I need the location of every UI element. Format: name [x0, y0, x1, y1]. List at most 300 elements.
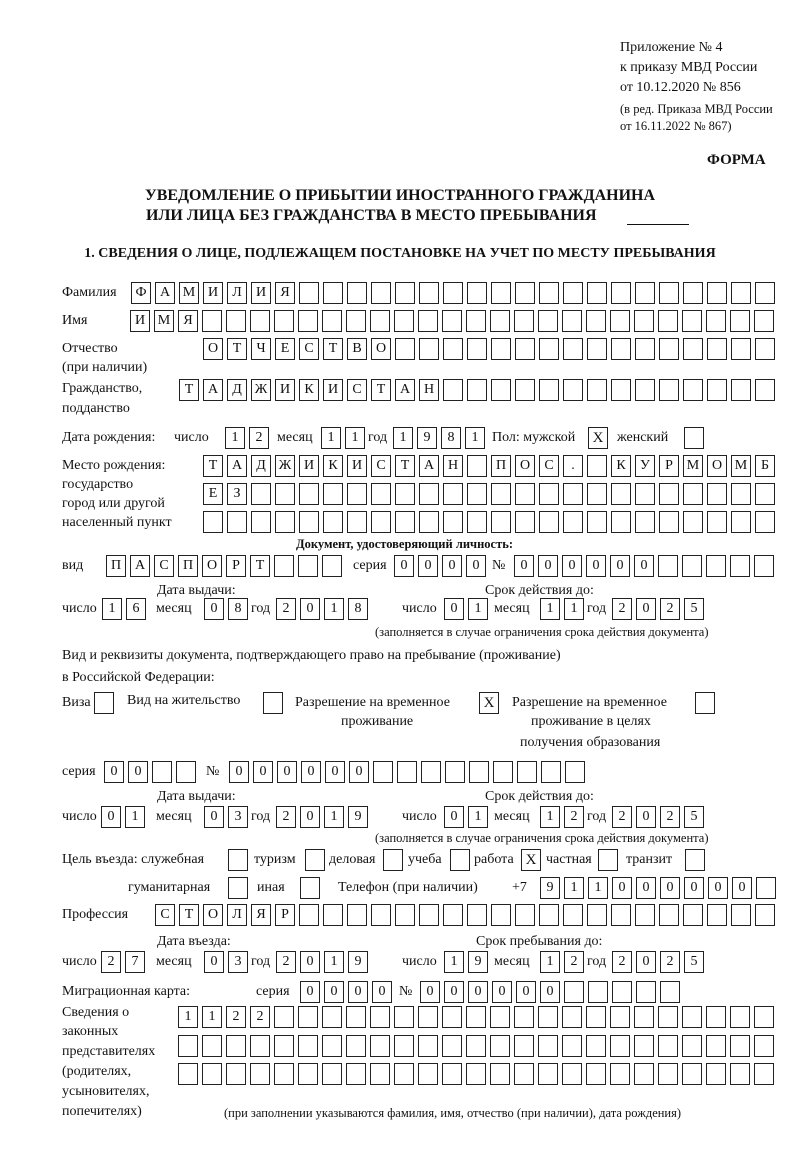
char-cell[interactable]: 9 — [468, 951, 488, 973]
char-cell[interactable]: 2 — [612, 806, 632, 828]
char-cell[interactable] — [634, 1035, 654, 1057]
char-cell[interactable] — [202, 310, 222, 332]
char-cell[interactable] — [587, 282, 607, 304]
char-cell[interactable] — [371, 483, 391, 505]
char-cell[interactable] — [298, 555, 318, 577]
char-cell[interactable] — [299, 282, 319, 304]
char-cell[interactable]: 2 — [276, 806, 296, 828]
char-cell[interactable]: 2 — [226, 1006, 246, 1028]
char-cell[interactable]: М — [683, 455, 703, 477]
char-cell[interactable]: О — [371, 338, 391, 360]
char-cell[interactable]: 0 — [101, 806, 121, 828]
char-cell[interactable] — [611, 282, 631, 304]
char-cell[interactable]: 1 — [393, 427, 413, 449]
char-cell[interactable]: 8 — [348, 598, 368, 620]
char-cell[interactable]: 0 — [634, 555, 654, 577]
char-cell[interactable]: Я — [178, 310, 198, 332]
char-cell[interactable] — [274, 555, 294, 577]
char-cell[interactable] — [538, 1006, 558, 1028]
char-cell[interactable]: Ж — [251, 379, 271, 401]
char-cell[interactable] — [611, 904, 631, 926]
char-cell[interactable] — [442, 1063, 462, 1085]
char-cell[interactable]: 0 — [540, 981, 560, 1003]
char-cell[interactable]: А — [395, 379, 415, 401]
char-cell[interactable]: 2 — [564, 951, 584, 973]
doc-number-field[interactable] — [514, 555, 778, 577]
char-cell[interactable]: О — [203, 904, 223, 926]
temporary-residence-checkbox[interactable]: X — [479, 692, 499, 714]
char-cell[interactable] — [467, 904, 487, 926]
char-cell[interactable]: И — [323, 379, 343, 401]
char-cell[interactable] — [659, 282, 679, 304]
char-cell[interactable]: У — [635, 455, 655, 477]
char-cell[interactable] — [419, 338, 439, 360]
char-cell[interactable] — [395, 338, 415, 360]
purpose-other-checkbox[interactable] — [300, 877, 320, 899]
char-cell[interactable] — [658, 1063, 678, 1085]
char-cell[interactable] — [274, 1006, 294, 1028]
char-cell[interactable]: Р — [226, 555, 246, 577]
entry-year-field[interactable] — [276, 951, 372, 973]
char-cell[interactable] — [754, 1006, 774, 1028]
char-cell[interactable]: Н — [419, 379, 439, 401]
char-cell[interactable] — [539, 338, 559, 360]
char-cell[interactable] — [587, 379, 607, 401]
char-cell[interactable] — [635, 483, 655, 505]
char-cell[interactable]: 1 — [125, 806, 145, 828]
char-cell[interactable]: 0 — [394, 555, 414, 577]
char-cell[interactable]: Т — [179, 904, 199, 926]
char-cell[interactable]: 8 — [228, 598, 248, 620]
char-cell[interactable]: Л — [227, 282, 247, 304]
char-cell[interactable] — [467, 511, 487, 533]
char-cell[interactable]: З — [227, 483, 247, 505]
char-cell[interactable]: Ф — [131, 282, 151, 304]
char-cell[interactable] — [227, 511, 247, 533]
char-cell[interactable]: 1 — [540, 951, 560, 973]
purpose-private-checkbox[interactable] — [598, 849, 618, 871]
char-cell[interactable] — [562, 1035, 582, 1057]
char-cell[interactable] — [442, 1035, 462, 1057]
char-cell[interactable] — [443, 338, 463, 360]
char-cell[interactable] — [586, 1063, 606, 1085]
char-cell[interactable] — [250, 1063, 270, 1085]
char-cell[interactable] — [539, 904, 559, 926]
char-cell[interactable] — [466, 1035, 486, 1057]
char-cell[interactable]: 2 — [101, 951, 121, 973]
char-cell[interactable] — [634, 1063, 654, 1085]
char-cell[interactable] — [635, 511, 655, 533]
char-cell[interactable]: Е — [203, 483, 223, 505]
char-cell[interactable] — [395, 483, 415, 505]
char-cell[interactable]: К — [323, 455, 343, 477]
char-cell[interactable]: 2 — [276, 598, 296, 620]
char-cell[interactable] — [491, 904, 511, 926]
char-cell[interactable] — [322, 310, 342, 332]
char-cell[interactable]: 0 — [104, 761, 124, 783]
char-cell[interactable] — [754, 1035, 774, 1057]
char-cell[interactable] — [203, 511, 223, 533]
char-cell[interactable]: 0 — [349, 761, 369, 783]
char-cell[interactable]: Е — [275, 338, 295, 360]
char-cell[interactable] — [442, 1006, 462, 1028]
char-cell[interactable] — [562, 1006, 582, 1028]
char-cell[interactable]: А — [155, 282, 175, 304]
char-cell[interactable]: 0 — [444, 981, 464, 1003]
purpose-transit-checkbox[interactable] — [685, 849, 705, 871]
char-cell[interactable] — [635, 379, 655, 401]
char-cell[interactable]: 0 — [348, 981, 368, 1003]
char-cell[interactable] — [659, 338, 679, 360]
char-cell[interactable] — [731, 379, 751, 401]
char-cell[interactable] — [491, 483, 511, 505]
char-cell[interactable] — [731, 511, 751, 533]
char-cell[interactable] — [539, 483, 559, 505]
char-cell[interactable] — [176, 761, 196, 783]
char-cell[interactable] — [539, 379, 559, 401]
char-cell[interactable]: 0 — [468, 981, 488, 1003]
char-cell[interactable]: 1 — [324, 806, 344, 828]
char-cell[interactable] — [517, 761, 537, 783]
char-cell[interactable] — [730, 310, 750, 332]
char-cell[interactable]: С — [155, 904, 175, 926]
char-cell[interactable] — [467, 379, 487, 401]
stay-valid-day-field[interactable] — [444, 806, 492, 828]
doc-kind-field[interactable] — [106, 555, 346, 577]
char-cell[interactable]: 2 — [612, 598, 632, 620]
char-cell[interactable]: 9 — [348, 951, 368, 973]
char-cell[interactable] — [658, 1006, 678, 1028]
char-cell[interactable] — [178, 1035, 198, 1057]
char-cell[interactable] — [610, 1006, 630, 1028]
char-cell[interactable]: Т — [250, 555, 270, 577]
char-cell[interactable] — [274, 1063, 294, 1085]
char-cell[interactable]: И — [275, 379, 295, 401]
char-cell[interactable] — [611, 483, 631, 505]
char-cell[interactable] — [563, 379, 583, 401]
char-cell[interactable]: 0 — [660, 877, 680, 899]
char-cell[interactable] — [322, 555, 342, 577]
stay-valid-year-field[interactable] — [612, 806, 708, 828]
char-cell[interactable]: 9 — [540, 877, 560, 899]
char-cell[interactable] — [395, 282, 415, 304]
char-cell[interactable] — [707, 904, 727, 926]
char-cell[interactable] — [659, 904, 679, 926]
char-cell[interactable] — [515, 483, 535, 505]
char-cell[interactable] — [346, 1035, 366, 1057]
char-cell[interactable]: С — [347, 379, 367, 401]
char-cell[interactable]: А — [203, 379, 223, 401]
char-cell[interactable]: 0 — [466, 555, 486, 577]
char-cell[interactable] — [298, 1006, 318, 1028]
char-cell[interactable]: 0 — [128, 761, 148, 783]
char-cell[interactable] — [419, 904, 439, 926]
char-cell[interactable] — [587, 455, 607, 477]
char-cell[interactable] — [466, 1006, 486, 1028]
char-cell[interactable] — [754, 310, 774, 332]
char-cell[interactable]: Т — [371, 379, 391, 401]
char-cell[interactable] — [541, 761, 561, 783]
char-cell[interactable]: Д — [227, 379, 247, 401]
char-cell[interactable]: 9 — [348, 806, 368, 828]
char-cell[interactable]: 0 — [300, 598, 320, 620]
char-cell[interactable] — [322, 1035, 342, 1057]
char-cell[interactable]: 2 — [249, 427, 269, 449]
char-cell[interactable] — [152, 761, 172, 783]
char-cell[interactable] — [347, 282, 367, 304]
char-cell[interactable] — [755, 904, 775, 926]
char-cell[interactable] — [490, 1006, 510, 1028]
purpose-tourism-checkbox[interactable] — [305, 849, 325, 871]
char-cell[interactable]: 0 — [444, 806, 464, 828]
char-cell[interactable] — [611, 511, 631, 533]
char-cell[interactable]: Т — [227, 338, 247, 360]
char-cell[interactable]: Р — [275, 904, 295, 926]
char-cell[interactable] — [635, 338, 655, 360]
char-cell[interactable] — [299, 483, 319, 505]
char-cell[interactable] — [683, 338, 703, 360]
char-cell[interactable]: С — [371, 455, 391, 477]
char-cell[interactable] — [443, 511, 463, 533]
char-cell[interactable]: Т — [323, 338, 343, 360]
migration-number-field[interactable] — [420, 981, 684, 1003]
char-cell[interactable] — [563, 511, 583, 533]
char-cell[interactable]: О — [202, 555, 222, 577]
stay-issue-month-field[interactable] — [204, 806, 252, 828]
char-cell[interactable] — [323, 483, 343, 505]
char-cell[interactable]: 1 — [564, 877, 584, 899]
char-cell[interactable] — [683, 511, 703, 533]
char-cell[interactable] — [683, 282, 703, 304]
char-cell[interactable] — [514, 1006, 534, 1028]
char-cell[interactable] — [394, 1035, 414, 1057]
char-cell[interactable]: 0 — [301, 761, 321, 783]
char-cell[interactable] — [563, 282, 583, 304]
char-cell[interactable]: 1 — [588, 877, 608, 899]
doc-valid-year-field[interactable] — [612, 598, 708, 620]
char-cell[interactable] — [731, 904, 751, 926]
char-cell[interactable]: 1 — [468, 598, 488, 620]
char-cell[interactable] — [635, 904, 655, 926]
char-cell[interactable] — [202, 1063, 222, 1085]
birth-month-field[interactable] — [321, 427, 369, 449]
char-cell[interactable]: 0 — [516, 981, 536, 1003]
char-cell[interactable] — [731, 338, 751, 360]
char-cell[interactable]: 1 — [324, 951, 344, 973]
char-cell[interactable] — [587, 338, 607, 360]
char-cell[interactable] — [202, 1035, 222, 1057]
char-cell[interactable] — [298, 310, 318, 332]
char-cell[interactable]: 1 — [202, 1006, 222, 1028]
char-cell[interactable]: 1 — [178, 1006, 198, 1028]
char-cell[interactable] — [563, 483, 583, 505]
char-cell[interactable]: 8 — [441, 427, 461, 449]
reps-line2[interactable] — [178, 1035, 778, 1057]
char-cell[interactable]: П — [178, 555, 198, 577]
char-cell[interactable] — [443, 379, 463, 401]
char-cell[interactable]: 0 — [562, 555, 582, 577]
char-cell[interactable] — [250, 1035, 270, 1057]
char-cell[interactable]: 0 — [636, 598, 656, 620]
char-cell[interactable]: 2 — [276, 951, 296, 973]
char-cell[interactable] — [755, 282, 775, 304]
char-cell[interactable] — [706, 1063, 726, 1085]
char-cell[interactable]: 2 — [660, 951, 680, 973]
char-cell[interactable]: 0 — [204, 598, 224, 620]
char-cell[interactable] — [298, 1035, 318, 1057]
char-cell[interactable] — [251, 511, 271, 533]
doc-valid-day-field[interactable] — [444, 598, 492, 620]
char-cell[interactable]: 5 — [684, 598, 704, 620]
char-cell[interactable] — [659, 379, 679, 401]
char-cell[interactable] — [226, 1063, 246, 1085]
char-cell[interactable] — [490, 310, 510, 332]
char-cell[interactable]: 0 — [204, 951, 224, 973]
entry-month-field[interactable] — [204, 951, 252, 973]
char-cell[interactable] — [730, 1006, 750, 1028]
char-cell[interactable] — [539, 511, 559, 533]
reps-line1[interactable] — [178, 1006, 778, 1028]
purpose-humanitarian-checkbox[interactable] — [228, 877, 248, 899]
reps-line3[interactable] — [178, 1063, 778, 1085]
char-cell[interactable] — [467, 338, 487, 360]
char-cell[interactable]: 2 — [612, 951, 632, 973]
char-cell[interactable] — [635, 282, 655, 304]
char-cell[interactable] — [514, 1035, 534, 1057]
char-cell[interactable]: 5 — [684, 806, 704, 828]
stay-series-field[interactable] — [104, 761, 200, 783]
char-cell[interactable] — [755, 379, 775, 401]
char-cell[interactable]: С — [539, 455, 559, 477]
char-cell[interactable]: 2 — [660, 806, 680, 828]
char-cell[interactable] — [346, 310, 366, 332]
char-cell[interactable]: 0 — [372, 981, 392, 1003]
char-cell[interactable] — [322, 1063, 342, 1085]
char-cell[interactable]: Ж — [275, 455, 295, 477]
char-cell[interactable]: Н — [443, 455, 463, 477]
profession-field[interactable] — [155, 904, 779, 926]
char-cell[interactable] — [466, 310, 486, 332]
char-cell[interactable] — [490, 1035, 510, 1057]
visa-checkbox[interactable] — [94, 692, 114, 714]
purpose-business-checkbox[interactable] — [383, 849, 403, 871]
citizenship-field[interactable] — [179, 379, 779, 401]
char-cell[interactable] — [347, 511, 367, 533]
char-cell[interactable]: Т — [179, 379, 199, 401]
char-cell[interactable] — [586, 1035, 606, 1057]
migration-series-field[interactable] — [300, 981, 396, 1003]
birth-year-field[interactable] — [393, 427, 489, 449]
char-cell[interactable]: Р — [659, 455, 679, 477]
char-cell[interactable] — [419, 483, 439, 505]
char-cell[interactable]: 1 — [468, 806, 488, 828]
char-cell[interactable] — [442, 310, 462, 332]
char-cell[interactable] — [707, 483, 727, 505]
char-cell[interactable] — [707, 379, 727, 401]
char-cell[interactable] — [421, 761, 441, 783]
char-cell[interactable]: 0 — [636, 877, 656, 899]
char-cell[interactable] — [563, 904, 583, 926]
char-cell[interactable]: П — [491, 455, 511, 477]
birth-day-field[interactable] — [225, 427, 273, 449]
char-cell[interactable] — [370, 310, 390, 332]
char-cell[interactable] — [515, 282, 535, 304]
purpose-study-checkbox[interactable] — [450, 849, 470, 871]
char-cell[interactable] — [418, 1063, 438, 1085]
char-cell[interactable] — [323, 511, 343, 533]
char-cell[interactable] — [346, 1006, 366, 1028]
birth-place-line3[interactable] — [203, 511, 779, 533]
char-cell[interactable]: 0 — [277, 761, 297, 783]
char-cell[interactable] — [395, 904, 415, 926]
char-cell[interactable] — [394, 1063, 414, 1085]
char-cell[interactable] — [706, 1035, 726, 1057]
char-cell[interactable]: 0 — [492, 981, 512, 1003]
char-cell[interactable]: 0 — [514, 555, 534, 577]
char-cell[interactable] — [538, 310, 558, 332]
char-cell[interactable]: 1 — [345, 427, 365, 449]
char-cell[interactable] — [418, 1006, 438, 1028]
doc-issue-year-field[interactable] — [276, 598, 372, 620]
char-cell[interactable] — [250, 310, 270, 332]
char-cell[interactable] — [707, 338, 727, 360]
char-cell[interactable] — [755, 483, 775, 505]
char-cell[interactable] — [323, 282, 343, 304]
char-cell[interactable] — [562, 1063, 582, 1085]
char-cell[interactable]: 0 — [300, 951, 320, 973]
char-cell[interactable]: Т — [395, 455, 415, 477]
char-cell[interactable] — [395, 511, 415, 533]
char-cell[interactable] — [490, 1063, 510, 1085]
char-cell[interactable] — [371, 511, 391, 533]
char-cell[interactable] — [418, 1035, 438, 1057]
char-cell[interactable]: Я — [251, 904, 271, 926]
char-cell[interactable]: М — [154, 310, 174, 332]
char-cell[interactable] — [514, 1063, 534, 1085]
entry-day-field[interactable] — [101, 951, 149, 973]
char-cell[interactable]: М — [179, 282, 199, 304]
char-cell[interactable] — [634, 1006, 654, 1028]
stay-month-field[interactable] — [540, 951, 588, 973]
char-cell[interactable]: Б — [755, 455, 775, 477]
char-cell[interactable]: И — [203, 282, 223, 304]
char-cell[interactable]: И — [130, 310, 150, 332]
char-cell[interactable] — [323, 904, 343, 926]
char-cell[interactable] — [371, 282, 391, 304]
char-cell[interactable]: 0 — [325, 761, 345, 783]
char-cell[interactable] — [682, 1006, 702, 1028]
char-cell[interactable]: М — [731, 455, 751, 477]
char-cell[interactable] — [515, 338, 535, 360]
char-cell[interactable]: 7 — [125, 951, 145, 973]
char-cell[interactable] — [610, 310, 630, 332]
char-cell[interactable] — [587, 483, 607, 505]
char-cell[interactable] — [515, 904, 535, 926]
char-cell[interactable]: 1 — [540, 598, 560, 620]
char-cell[interactable] — [756, 877, 776, 899]
char-cell[interactable]: 6 — [126, 598, 146, 620]
char-cell[interactable] — [275, 511, 295, 533]
char-cell[interactable]: 0 — [420, 981, 440, 1003]
char-cell[interactable] — [659, 511, 679, 533]
stay-year-field[interactable] — [612, 951, 708, 973]
char-cell[interactable] — [443, 483, 463, 505]
char-cell[interactable]: 9 — [417, 427, 437, 449]
temporary-residence-education-checkbox[interactable] — [695, 692, 715, 714]
char-cell[interactable] — [587, 904, 607, 926]
char-cell[interactable]: К — [299, 379, 319, 401]
residence-permit-checkbox[interactable] — [263, 692, 283, 714]
